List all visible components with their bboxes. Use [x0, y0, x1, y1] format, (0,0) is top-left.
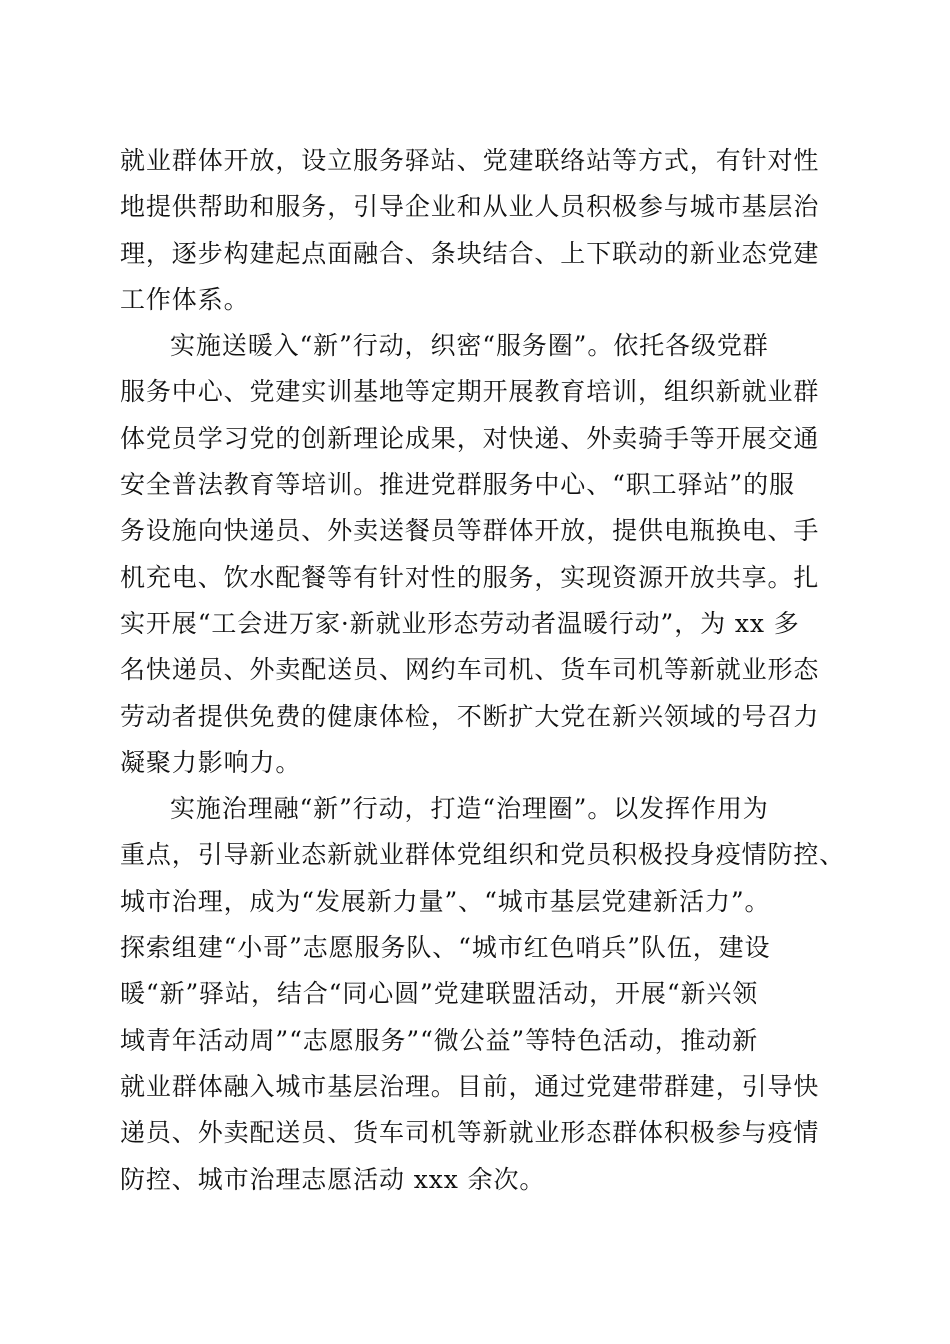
paragraph-continued — [120, 138, 840, 323]
text-line: 安全普法教育等培训。推进党群服务中心、“职工驿站”的服 — [120, 470, 795, 500]
text-line: 工作体系。 — [120, 284, 250, 314]
text-line: 地提供帮助和服务，引导企业和从业人员积极参与城市基层治 — [120, 192, 820, 222]
text-line: 实施送暖入“新”行动，织密“服务圈”。依托各级党群 — [170, 331, 769, 361]
document-body — [120, 138, 846, 1203]
text-line: 防控、城市治理志愿活动 xxx 余次。 — [120, 1164, 546, 1194]
text-line: 重点，引导新业态新就业群体党组织和党员积极投身疫情防控、 — [120, 840, 846, 870]
text-line: 理，逐步构建起点面融合、条块结合、上下联动的新业态党建 — [120, 238, 820, 268]
text-line: 实施治理融“新”行动，打造“治理圈”。以发挥作用为 — [170, 794, 769, 824]
text-line: 实开展“工会进万家·新就业形态劳动者温暖行动”，为 xx 多 — [120, 608, 800, 638]
paragraph-service-circle — [120, 323, 840, 786]
text-line: 暖“新”驿站，结合“同心圆”党建联盟活动，开展“新兴领 — [120, 979, 759, 1009]
text-line: 体党员学习党的创新理论成果，对快递、外卖骑手等开展交通 — [120, 423, 820, 453]
text-line: 就业群体开放，设立服务驿站、党建联络站等方式，有针对性 — [120, 146, 820, 175]
text-line: 就业群体融入城市基层治理。目前，通过党建带群建，引导快 — [120, 1071, 820, 1101]
text-line: 递员、外卖配送员、货车司机等新就业形态群体积极参与疫情 — [120, 1118, 820, 1148]
text-line: 名快递员、外卖配送员、网约车司机、货车司机等新就业形态 — [120, 655, 820, 685]
text-line: 凝聚力影响力。 — [120, 747, 302, 777]
text-line: 机充电、饮水配餐等有针对性的服务，实现资源开放共享。扎 — [120, 562, 820, 592]
text-line: 服务中心、党建实训基地等定期开展教育培训，组织新就业群 — [120, 377, 820, 407]
text-line: 城市治理，成为“发展新力量”、“城市基层党建新活力”。 — [120, 886, 771, 916]
paragraph-governance-circle — [120, 786, 846, 1203]
text-line: 域青年活动周”“志愿服务”“微公益”等特色活动，推动新 — [120, 1025, 759, 1055]
text-line: 劳动者提供免费的健康体检，不断扩大党在新兴领域的号召力 — [120, 701, 820, 731]
text-line: 务设施向快递员、外卖送餐员等群体开放，提供电瓶换电、手 — [120, 516, 820, 546]
text-line: 探索组建“小哥”志愿服务队、“城市红色哨兵”队伍，建设 — [120, 933, 771, 963]
